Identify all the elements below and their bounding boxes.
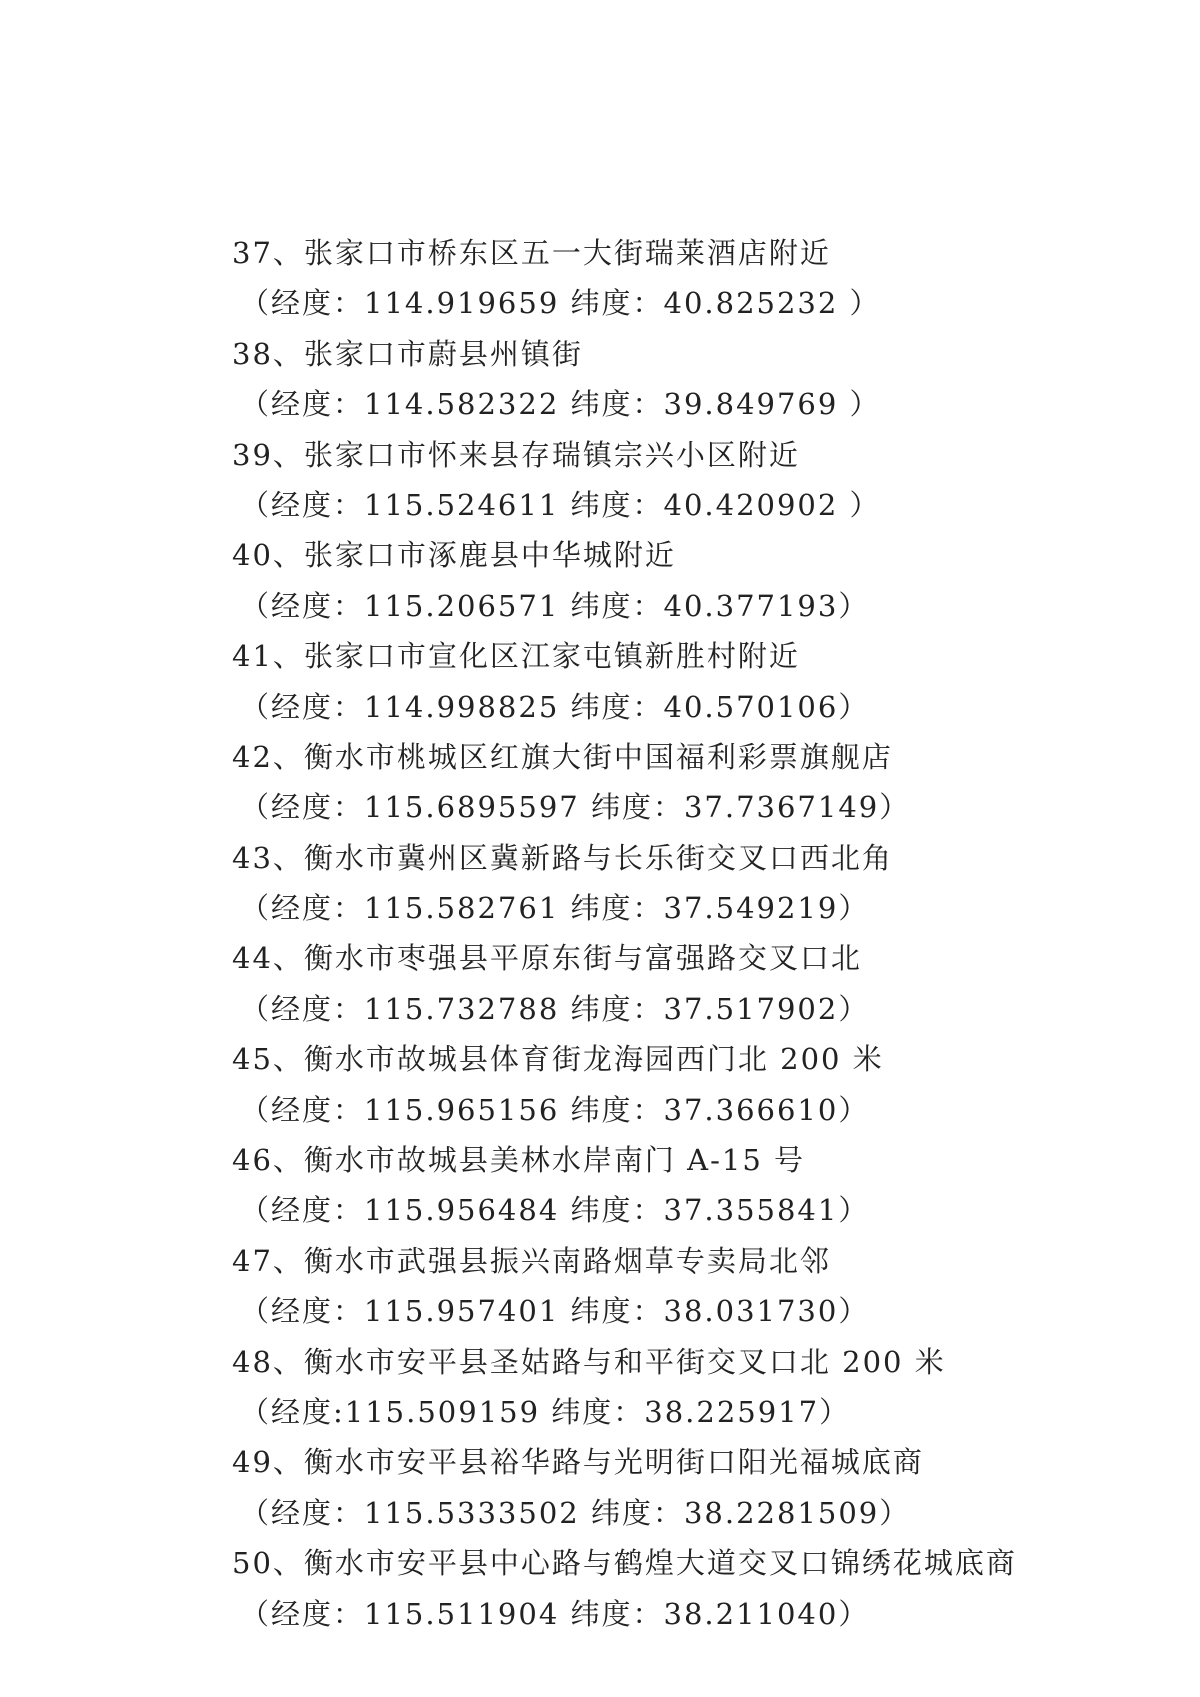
- coordinates: （经度：115.206571 纬度：40.377193）: [240, 588, 870, 623]
- coordinates: （经度：115.957401 纬度：38.031730）: [240, 1294, 870, 1329]
- location-name: 49、衡水市安平县裕华路与光明街口阳光福城底商: [232, 1445, 924, 1480]
- location-name: 44、衡水市枣强县平原东街与富强路交叉口北: [232, 941, 862, 976]
- coordinates: （经度：114.998825 纬度：40.570106）: [240, 689, 870, 724]
- list-item: [232, 1437, 1132, 1538]
- location-name: 37、张家口市桥东区五一大街瑞莱酒店附近: [232, 236, 831, 270]
- coordinates: （经度：114.582322 纬度：39.849769 ）: [240, 387, 881, 422]
- list-item: [232, 1538, 1132, 1639]
- location-name: 48、衡水市安平县圣姑路与和平街交叉口北 200 米: [232, 1344, 946, 1379]
- coordinates: （经度：115.965156 纬度：37.366610）: [240, 1092, 870, 1127]
- coordinates: （经度：115.956484 纬度：37.355841）: [240, 1193, 870, 1228]
- location-name: 40、张家口市涿鹿县中华城附近: [232, 538, 676, 573]
- location-name: 45、衡水市故城县体育街龙海园西门北 200 米: [232, 1042, 884, 1077]
- list-item: [232, 228, 1132, 329]
- location-name: 50、衡水市安平县中心路与鹤煌大道交叉口锦绣花城底商: [232, 1546, 1017, 1581]
- list-item: [232, 1034, 1132, 1135]
- coordinates: （经度：114.919659 纬度：40.825232 ）: [240, 286, 881, 321]
- coordinates: （经度:115.509159 纬度：38.225917）: [240, 1394, 851, 1429]
- list-item: [232, 933, 1132, 1034]
- coordinates: （经度：115.582761 纬度：37.549219）: [240, 891, 870, 926]
- coordinates: （经度：115.5333502 纬度：38.2281509）: [240, 1495, 911, 1530]
- list-item: [232, 430, 1132, 531]
- list-item: [232, 732, 1132, 833]
- location-name: 47、衡水市武强县振兴南路烟草专卖局北邻: [232, 1243, 831, 1278]
- list-item: [232, 530, 1132, 631]
- coordinates: （经度：115.6895597 纬度：37.7367149）: [240, 790, 911, 825]
- coordinates: （经度：115.732788 纬度：37.517902）: [240, 991, 870, 1026]
- list-item: [232, 1135, 1132, 1236]
- location-name: 41、张家口市宣化区江家屯镇新胜村附近: [232, 639, 800, 674]
- location-name: 42、衡水市桃城区红旗大街中国福利彩票旗舰店: [232, 739, 893, 774]
- location-name: 43、衡水市冀州区冀新路与长乐街交叉口西北角: [232, 840, 893, 875]
- location-name: 46、衡水市故城县美林水岸南门 A-15 号: [232, 1143, 805, 1178]
- list-item: [232, 631, 1132, 732]
- list-item: [232, 1337, 1132, 1438]
- list-item: [232, 1236, 1132, 1337]
- location-name: 39、张家口市怀来县存瑞镇宗兴小区附近: [232, 437, 800, 472]
- location-list: [232, 228, 1132, 1639]
- coordinates: （经度：115.524611 纬度：40.420902 ）: [240, 487, 881, 522]
- list-item: [232, 833, 1132, 934]
- coordinates: （经度：115.511904 纬度：38.211040）: [240, 1596, 870, 1631]
- location-name: 38、张家口市蔚县州镇街: [232, 336, 583, 371]
- list-item: [232, 329, 1132, 430]
